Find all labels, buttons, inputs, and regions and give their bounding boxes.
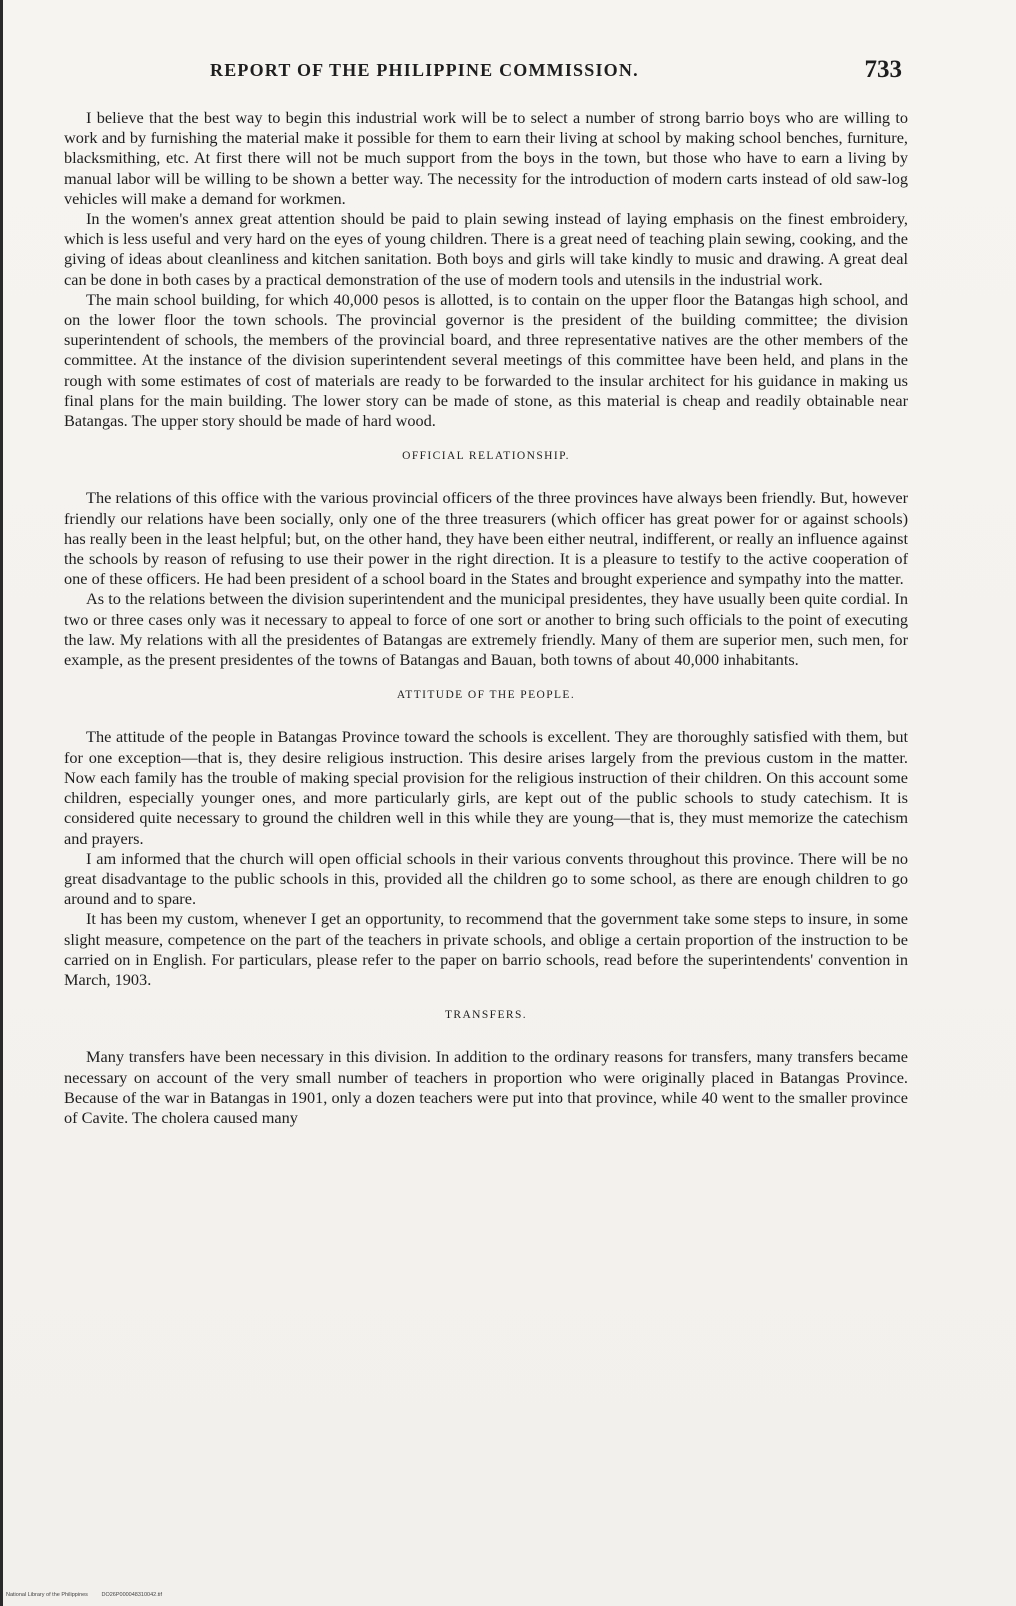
running-title: REPORT OF THE PHILIPPINE COMMISSION. bbox=[210, 60, 639, 80]
page-number: 733 bbox=[864, 56, 902, 83]
paragraph: I am informed that the church will open official schools in their various convents throughout this province. There will be no great disadvantage to the public schools in this, provided all the children go to some school, as there are enough children to go around and to spare. bbox=[64, 848, 908, 909]
paragraph: It has been my custom, whenever I get an opportunity, to recommend that the government take some steps to insure, in some slight measure, competence on the part of the teachers in private schools, and oblige a certain proportion of the instruction to be carried on in English. For particulars, please refer to the paper on barrio schools, read before the superintendents' convention in March, 1903. bbox=[64, 909, 908, 989]
section-heading-transfers: TRANSFERS. bbox=[444, 1009, 528, 1022]
paragraph: In the women's annex great attention should be paid to plain sewing instead of laying emphasis on the finest embroidery, which is less useful and very hard on the eyes of young children. There is a great need of teaching plain sewing, cooking, and the giving of ideas about cleanliness and kitchen sanitation. Both boys and girls will take kindly to music and drawing. A great deal can be done in both cases by a practical demonstration of the use of modern tools and utensils in the industrial work. bbox=[64, 209, 908, 289]
scan-footer bbox=[6, 1592, 174, 1598]
paragraph: I believe that the best way to begin this industrial work will be to select a number of strong barrio boys who are willing to work and by furnishing the material make it possible for them to earn their living at school by making school benches, furniture, blacksmithing, etc. At first there will not be much support from the boys in the town, but those who have to earn a living by manual labor will be willing to be shown a better way. The necessity for the introduction of modern carts instead of old saw-log vehicles will make a demand for workmen. bbox=[64, 108, 908, 208]
scan-edge bbox=[0, 0, 3, 1606]
document-body bbox=[64, 108, 908, 1128]
paragraph: The relations of this office with the various provincial officers of the three provinces have always been friendly. But, however friendly our relations have been socially, only one of the three treasurers (which officer has great power for or against schools) has really been in the least helpful; but, on the other hand, they have been either neutral, indifferent, or really an influence against the schools by reason of refusing to use their power in the right direction. It is a pleasure to testify to the active cooperation of one of these officers. He had been president of a school board in the States and brought experience and sympathy into the matter. bbox=[64, 488, 908, 589]
paragraph: The attitude of the people in Batangas Province toward the schools is excellent. They are thoroughly satisfied with them, but for one exception—that is, they desire religious instruction. This desire arises largely from the previous custom in the matter. Now each family has the trouble of making special provision for the religious instruction of their children. On this account some children, especially younger ones, and more particularly girls, are kept out of the public schools to study catechism. It is considered quite necessary to ground the children well in this while they are young—that is, they must memorize the catechism and prayers. bbox=[64, 727, 908, 848]
paragraph: The main school building, for which 40,000 pesos is allotted, is to contain on the upper floor the Batangas high school, and on the lower floor the town schools. The provincial governor is the president of the building committee; the division superintendent of schools, the members of the provincial board, and three representative natives are the other members of the committee. At the instance of the division superintendent several meetings of this committee have been held, and plans in the rough with some estimates of cost of materials are ready to be forwarded to the insular architect for his guidance in making us final plans for the main building. The lower story can be made of stone, as this material is cheap and readily obtainable near Batangas. The upper story should be made of hard wood. bbox=[64, 289, 908, 431]
section-heading-attitude-of-the-people: ATTITUDE OF THE PEOPLE. bbox=[396, 689, 576, 702]
page-header bbox=[90, 56, 908, 90]
section-heading-official-relationship: OFFICIAL RELATIONSHIP. bbox=[402, 450, 570, 463]
footer-library: National Library of the Philippines bbox=[6, 1592, 88, 1598]
footer-code: DO26P000048310042.tif bbox=[101, 1592, 163, 1598]
paragraph: As to the relations between the division superintendent and the municipal presidentes, they have usually been quite cordial. In two or three cases only was it necessary to appeal to force of one sort or another to bring such officials to the point of executing the law. My relations with all the presidentes of Batangas are extremely friendly. Many of them are superior men, such men, for example, as the present presidentes of the towns of Batangas and Bauan, both towns of about 40,000 inhabitants. bbox=[64, 589, 908, 670]
paragraph: Many transfers have been necessary in this division. In addition to the ordinary reasons for transfers, many transfers became necessary on account of the very small number of teachers in proportion who were originally placed in Batangas Province. Because of the war in Batangas in 1901, only a dozen teachers were put into that province, while 40 went to the smaller province of Cavite. The cholera caused many bbox=[64, 1047, 908, 1127]
